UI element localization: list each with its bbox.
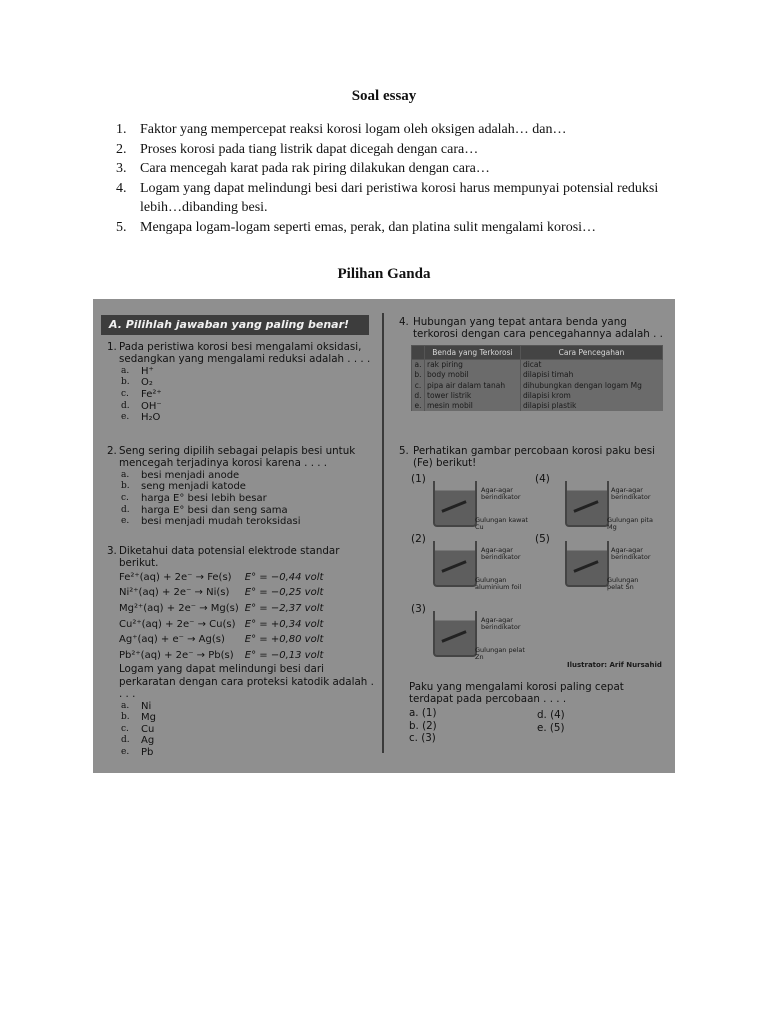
option: d. OH⁻ <box>121 400 162 412</box>
essay-item: 3. Cara mencegah karat pada rak piring dilakukan dengan cara… <box>116 161 490 177</box>
pilihan-ganda-title: Pilihan Ganda <box>337 266 431 282</box>
beaker-icon <box>433 611 477 657</box>
corrosion-table <box>411 345 663 411</box>
table-row: a. rak piring dicat <box>412 360 663 371</box>
nail-icon <box>573 560 598 573</box>
essay-title: Soal essay <box>351 88 417 104</box>
nail-icon <box>573 500 598 513</box>
question-1: 1. Pada peristiwa korosi besi mengalami oksidasi, sedangkan yang mengalami reduksi adalah . . . . a. H⁺ b. O₂ c. Fe²⁺ d. OH⁻ e. H₂O <box>107 341 377 424</box>
option: a. Ni <box>121 700 152 712</box>
reaction-row: Cu²⁺(aq) + 2e⁻ → Cu(s) E° = +0,34 volt <box>119 618 324 630</box>
option: a. (1) <box>409 707 437 719</box>
option: c. Fe²⁺ <box>121 389 162 400</box>
options-column-2 <box>537 709 565 734</box>
right-column <box>389 299 675 773</box>
beaker-icon <box>433 541 477 587</box>
experiment-1-figure: (1) Agar-agar berindikator Gulungan kawat Cu <box>411 473 528 531</box>
option: b. (2) <box>409 719 437 732</box>
experiment-5-figure: (5) Agar-agar berindikator Gulungan pelat Sn <box>535 533 651 591</box>
option: e. besi menjadi mudah teroksidasi <box>121 516 301 528</box>
experiment-3-figure: (3) Agar-agar berindikator Gulungan pelat Zn <box>411 603 525 661</box>
illustrator-credit: Ilustrator: Arif Nursahid <box>567 661 662 669</box>
reaction-table <box>119 570 329 664</box>
table-header: Cara Pencegahan <box>520 346 662 360</box>
left-column <box>93 299 381 773</box>
nail-icon <box>441 500 466 513</box>
options-column-1 <box>409 707 437 745</box>
essay-item: 2. Proses korosi pada tiang listrik dapat dicegah dengan cara… <box>116 141 479 157</box>
option: e. (5) <box>537 721 565 734</box>
beaker-icon <box>565 481 609 527</box>
essay-list <box>116 120 676 238</box>
question-5-prompt: Paku yang mengalami korosi paling cepat terdapat pada percobaan . . . . <box>409 681 624 706</box>
question-2: 2. Seng sering dipilih sebagai pelapis besi untuk mencegah terjadinya korosi karena . . . . a. besi menjadi anode b. seng menjadi katode c. harga E° besi lebih besar d. harga E° besi dan seng sama e. besi menjadi mudah teroksidasi <box>107 445 377 528</box>
beaker-icon <box>433 481 477 527</box>
option: d. harga E° besi dan seng sama <box>121 504 288 516</box>
table-header: Benda yang Terkorosi <box>425 346 521 360</box>
question-4: 4. Hubungan yang tepat antara benda yang terkorosi dengan cara pencegahannya adalah . . <box>399 316 663 341</box>
table-row: e. mesin mobil dilapisi plastik <box>412 401 663 411</box>
reaction-row: Ag⁺(aq) + e⁻ → Ag(s) E° = +0,80 volt <box>119 634 324 646</box>
option: e. H₂O <box>121 412 161 424</box>
column-divider <box>382 313 384 753</box>
question-5: 5. Perhatikan gambar percobaan korosi paku besi (Fe) berikut! <box>399 445 655 470</box>
option: d. (4) <box>537 709 565 721</box>
option: e. Pb <box>121 746 154 758</box>
option: b. O₂ <box>121 377 153 389</box>
essay-item: 4. Logam yang dapat melindungi besi dari peristiwa korosi harus mempunyai potensial reduksi lebih…dibanding besi. <box>116 180 659 216</box>
option: c. harga E° besi lebih besar <box>121 493 267 504</box>
reaction-row: Pb²⁺(aq) + 2e⁻ → Pb(s) E° = −0,13 volt <box>119 649 324 661</box>
question-3-prompt: Logam yang dapat melindungi besi dari perkaratan dengan cara proteksi katodik adalah . . . . <box>119 663 374 701</box>
reaction-row: Ni²⁺(aq) + 2e⁻ → Ni(s) E° = −0,25 volt <box>119 587 324 599</box>
option: a. H⁺ <box>121 365 154 377</box>
option: b. seng menjadi katode <box>121 481 246 493</box>
instruction-banner: A. Pilihlah jawaban yang paling benar! <box>101 315 369 335</box>
experiment-4-figure: (4) Agar-agar berindikator Gulungan pita Mg <box>535 473 653 531</box>
option: b. Mg <box>121 712 156 724</box>
scanned-page-image <box>93 299 675 773</box>
question-3: 3. Diketahui data potensial elektrode standar berikut. Fe²⁺(aq) + 2e⁻ → Fe(s) E° = −0,44 volt Ni²⁺(aq) + 2e⁻ → Ni(s) E° = −0,25 volt Mg²⁺(aq) + 2e⁻ → Mg(s) E° = −2,37 volt Cu²⁺(aq) + 2e⁻ → Cu(s) E° = +0,34 volt Ag⁺(aq) + e⁻ → Ag(s) E° = +0,80 volt Pb²⁺(aq) + 2e⁻ → Pb(s) E° = −0,13 volt Logam yang dapat melindungi besi dari perkaratan dengan cara proteksi katodik adalah . . . . a. Ni b. Mg c. Cu d. Ag e. Pb <box>107 545 377 759</box>
option: c. Cu <box>121 723 155 735</box>
reaction-row: Fe²⁺(aq) + 2e⁻ → Fe(s) E° = −0,44 volt <box>119 571 324 583</box>
reaction-row: Mg²⁺(aq) + 2e⁻ → Mg(s) E° = −2,37 volt <box>119 603 324 614</box>
option: d. Ag <box>121 735 155 747</box>
nail-icon <box>441 630 466 643</box>
experiment-2-figure: (2) Agar-agar berindikator Gulungan aluminium foil <box>411 533 522 591</box>
table-row: b. body mobil dilapisi timah <box>412 370 663 380</box>
nail-icon <box>441 560 466 573</box>
essay-item: 1. Faktor yang mempercepat reaksi korosi logam oleh oksigen adalah… dan… <box>116 122 567 137</box>
option: c. (3) <box>409 732 436 745</box>
essay-item: 5. Mengapa logam-logam seperti emas, perak, dan platina sulit mengalami korosi… <box>116 219 597 235</box>
table-row: d. tower listrik dilapisi krom <box>412 391 663 401</box>
beaker-icon <box>565 541 609 587</box>
option: a. besi menjadi anode <box>121 469 240 481</box>
table-row: c. pipa air dalam tanah dihubungkan dengan logam Mg <box>412 381 663 391</box>
